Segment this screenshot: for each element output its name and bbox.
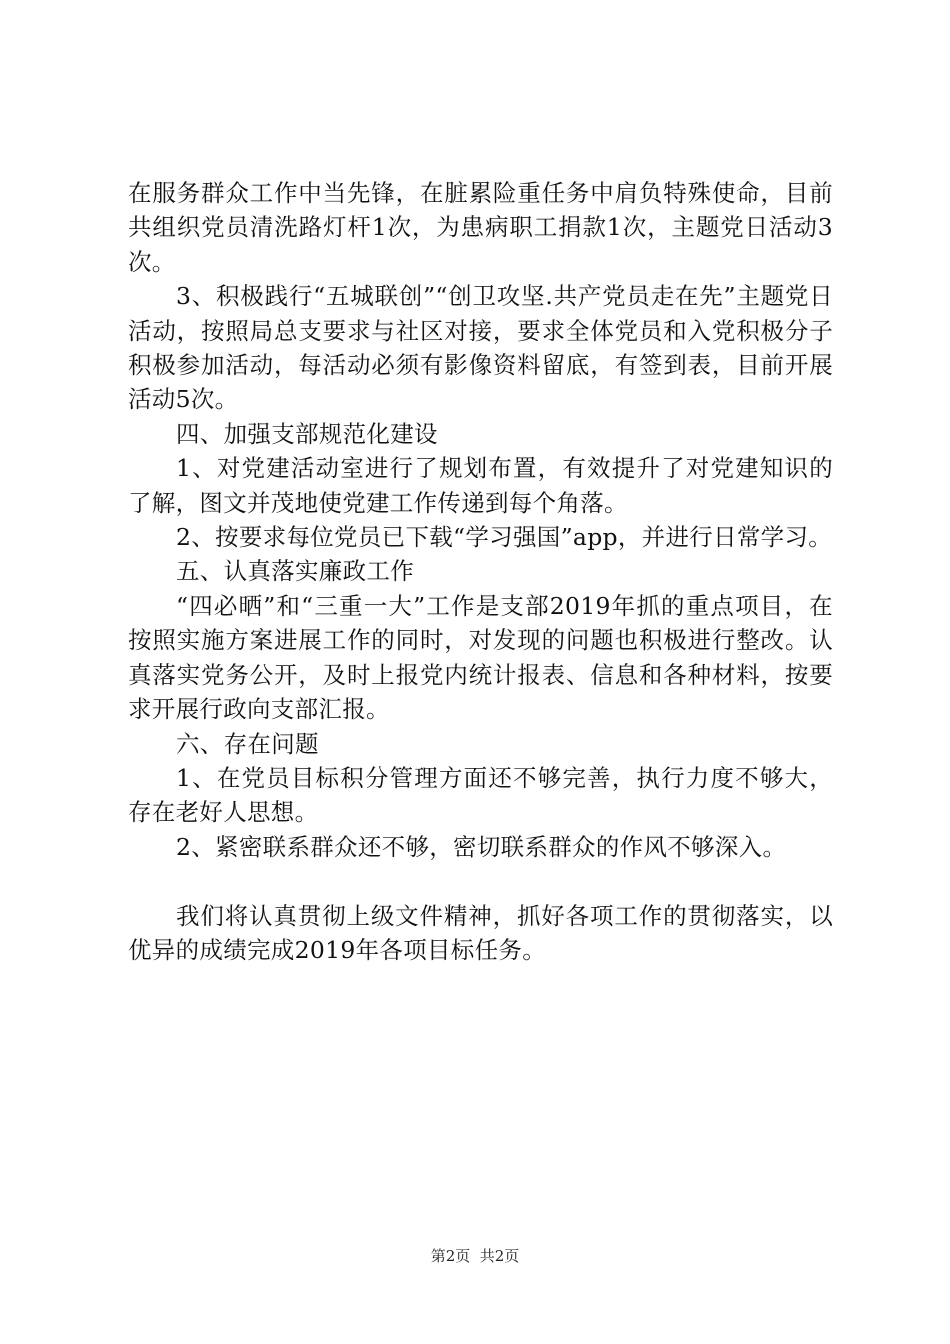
document-body bbox=[128, 176, 833, 967]
paragraph-item-4-1: 1、对党建活动室进行了规划布置，有效提升了对党建知识的了解，图文并茂地使党建工作传递到每个角落。 bbox=[128, 454, 833, 517]
paragraph-item-6-2: 2、紧密联系群众还不够，密切联系群众的作风不够深入。 bbox=[176, 832, 787, 861]
paragraph-item-6-1: 1、在党员目标积分管理方面还不够完善，执行力度不够大，存在老好人思想。 bbox=[128, 763, 833, 827]
paragraph-item-4-2: 2、按要求每位党员已下载“学习强国”app，并进行日常学习。 bbox=[176, 523, 833, 552]
section-heading-4: 四、加强支部规范化建设 bbox=[176, 419, 438, 448]
section-heading-6: 六、存在问题 bbox=[176, 729, 319, 758]
paragraph-continuation: 在服务群众工作中当先锋，在脏累险重任务中肩负特殊使命，目前共组织党员清洗路灯杆1次，为患病职工捐款1次，主题党日活动3次。 bbox=[128, 179, 833, 276]
section-heading-5: 五、认真落实廉政工作 bbox=[176, 557, 414, 586]
paragraph-spacer bbox=[128, 864, 833, 898]
paragraph-section-5: “四必晒”和“三重一大”工作是支部2019年抓的重点项目，在按照实施方案进展工作的同时，对发现的问题也积极进行整改。认真落实党务公开，及时上报党内统计报表、信息和各种材料，按要求开展行政向支部汇报。 bbox=[128, 591, 833, 724]
closing-paragraph: 我们将认真贯彻上级文件精神，抓好各项工作的贯彻落实，以优异的成绩完成2019年各项目标任务。 bbox=[128, 901, 833, 964]
page-number-footer: 第2页 共2页 bbox=[430, 1247, 520, 1265]
paragraph-item-3: 3、积极践行“五城联创”“创卫攻坚.共产党员走在先”主题党日活动，按照局总支要求与社区对接，要求全体党员和入党积极分子积极参加活动，每活动必须有影像资料留底，有签到表，目前开展活动5次。 bbox=[128, 282, 833, 414]
